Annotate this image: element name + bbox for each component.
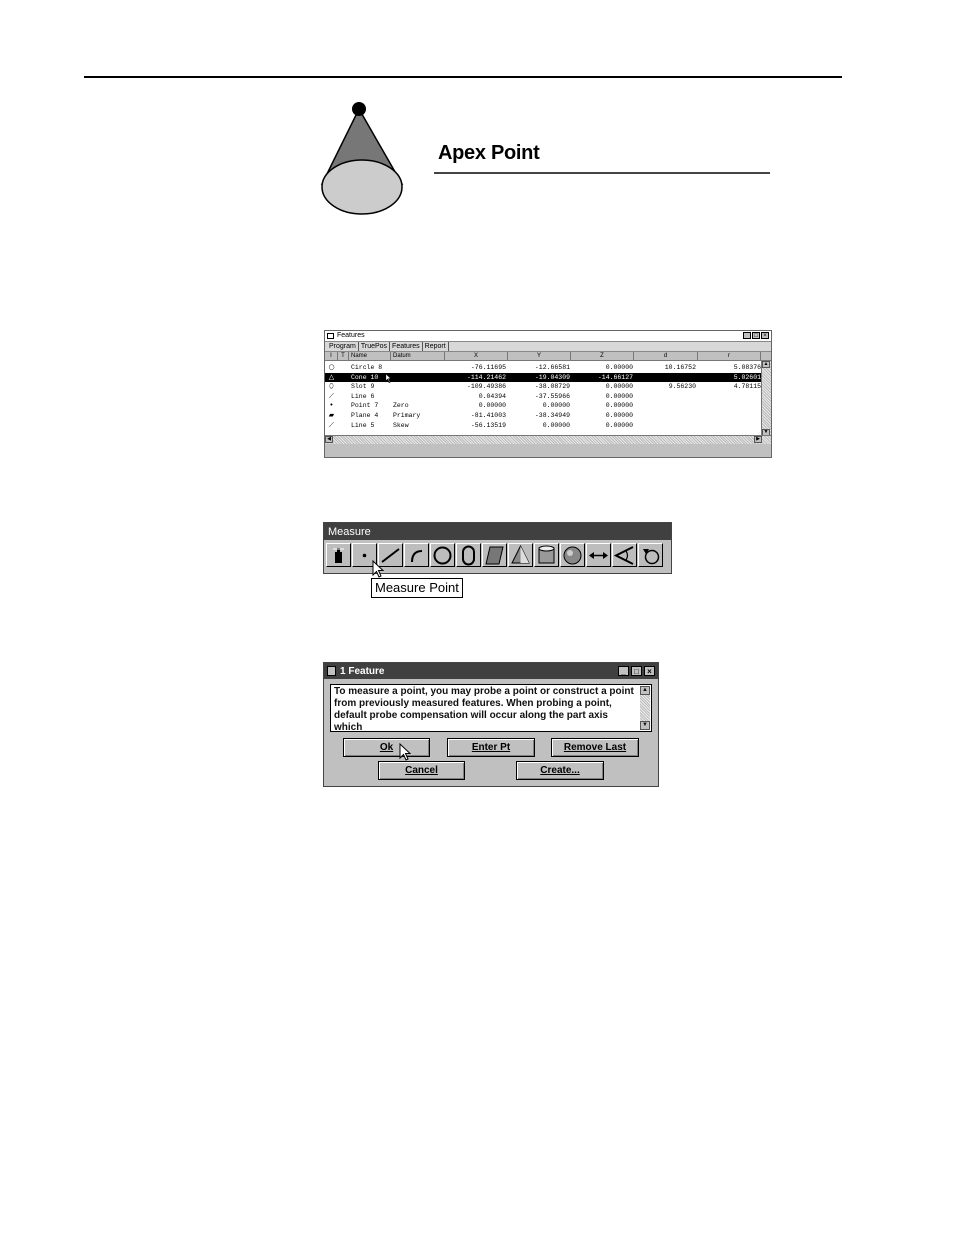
title-rule [434,172,770,174]
measure-arc-button[interactable] [404,543,429,567]
cell-x: -114.21462 [466,373,506,381]
measure-plane-button[interactable] [482,543,507,567]
measure-sphere-button[interactable] [560,543,585,567]
column-header-t[interactable]: T [338,352,349,360]
remove-last-button[interactable]: Remove Last [551,738,639,757]
table-row[interactable] [325,392,761,402]
column-header-x[interactable]: X [445,352,508,360]
scroll-left-arrow-icon[interactable]: ◀ [325,436,333,443]
cell-x: 0.04394 [478,392,506,400]
window-icon [327,333,334,339]
probe-tool-icon [328,545,349,566]
angle-icon [614,545,635,566]
create-button[interactable]: Create... [516,761,604,780]
message-scroll-up-icon[interactable]: ▲ [640,686,650,695]
vertical-scrollbar[interactable] [761,361,771,444]
message-line: default probe compensation will occur along the part axis which [334,710,608,732]
cancel-button[interactable]: Cancel [378,761,465,780]
minimize-button[interactable]: _ [743,332,751,339]
cell-r: 5.08376 [733,364,761,371]
table-row[interactable] [325,382,761,392]
instruction-message [330,684,652,732]
circle-icon [432,545,453,566]
column-header-i[interactable]: I [325,352,338,360]
column-header-d[interactable]: d [634,352,698,360]
mouse-pointer-icon [372,560,384,578]
cell-z: 0.00000 [605,402,633,410]
measure-cylinder-button[interactable] [534,543,559,567]
horizontal-scrollbar[interactable] [325,435,771,444]
feature-dialog-titlebar[interactable] [324,663,658,679]
measure-distance-button[interactable] [586,543,611,567]
measure-slot-button[interactable] [456,543,481,567]
cell-y: 0.00000 [542,421,570,429]
close-button[interactable]: × [761,332,769,339]
feature-dialog[interactable] [323,662,659,787]
table-row[interactable] [325,421,761,431]
cell-name: Circle 8 [351,364,383,371]
cell-r: 4.78115 [733,383,761,391]
ok-button[interactable]: Ok [343,738,430,757]
measure-point-tooltip: Measure Point [371,578,463,598]
arc-icon [406,545,427,566]
scroll-up-arrow-icon[interactable]: ▲ [763,361,769,367]
cell-y: -12.66581 [534,364,570,371]
column-header-r[interactable]: r [698,352,761,360]
mouse-pointer-icon [385,373,392,383]
column-header-name[interactable]: Name [349,352,391,360]
cell-z: 0.00000 [605,364,633,371]
scroll-right-arrow-icon[interactable]: ▶ [754,436,762,443]
dialog-window-icon [327,666,336,676]
message-scroll-down-icon[interactable]: ▼ [640,721,650,730]
cell-name: Plane 4 [351,412,379,419]
dialog-maximize-button[interactable]: □ [631,666,642,676]
features-window[interactable] [324,330,772,458]
cone-illustration-icon [318,100,408,218]
scroll-down-arrow-icon[interactable]: ▼ [763,429,769,435]
cell-y: 0.00000 [542,402,570,410]
cell-x: -109.49386 [466,383,506,391]
cell-datum: Zero [393,402,409,410]
line-icon: ⟋ [329,420,334,429]
cell-z: 0.00000 [605,392,633,400]
cell-y: -37.55966 [534,392,570,400]
undo-icon [640,545,661,566]
distance-icon [588,545,609,566]
cell-y: -38.34949 [534,412,570,419]
cell-z: -14.66127 [597,373,633,381]
undo-button[interactable] [638,543,663,567]
measure-toolbar-title[interactable]: Measure [324,523,671,540]
cone-icon [510,545,531,566]
cell-name: Point 7 [351,402,379,410]
tab-program[interactable]: Program [327,342,359,351]
circle-icon: ○ [328,363,335,371]
slot-icon [458,545,479,566]
measure-circle-button[interactable] [430,543,455,567]
table-row[interactable] [325,411,761,421]
cell-x: 0.00000 [478,402,506,410]
plane-icon [484,545,505,566]
section-title: Apex Point [438,142,540,164]
cell-z: 0.00000 [605,421,633,429]
message-scrollbar[interactable] [640,686,650,730]
message-line: To measure a point, you may probe a point or construct a point [334,686,634,697]
cell-name: Slot 9 [351,383,375,391]
cell-name: Cone 10 [351,373,379,381]
table-row[interactable] [325,363,761,373]
tab-truepos[interactable]: TruePos [359,342,390,351]
table-row[interactable] [325,401,761,411]
message-line: from previously measured features. When probing a point, [334,698,612,709]
cell-datum: Skew [393,421,409,429]
column-header-z[interactable]: Z [571,352,634,360]
cylinder-icon [536,545,557,566]
cell-z: 0.00000 [605,383,633,391]
cell-name: Line 6 [351,392,375,400]
cell-d: 9.56230 [668,383,696,391]
plane-icon: ▰ [328,411,335,419]
dialog-close-button[interactable]: × [644,666,655,676]
cell-y: -19.04309 [534,373,570,381]
tab-features[interactable]: Features [390,342,423,351]
feature-dialog-title: 1 Feature [340,666,385,677]
cell-y: -38.08729 [534,383,570,391]
probe-tool-button[interactable] [326,543,351,567]
features-column-header [325,352,771,361]
measure-angle-button[interactable] [612,543,637,567]
dialog-minimize-button[interactable]: _ [618,666,629,676]
cell-x: -76.11695 [470,364,506,371]
features-window-title: Features [337,332,365,339]
slot-icon: ⬯ [329,382,334,391]
cell-r: 5.02601 [733,373,761,381]
cell-d: 10.16752 [664,364,696,371]
features-tabs [325,342,771,352]
cell-datum: Primary [393,412,421,419]
maximize-button[interactable]: □ [752,332,760,339]
cell-z: 0.00000 [605,412,633,419]
top-rule [84,76,842,78]
point-icon: • [329,401,334,410]
sphere-icon [562,545,583,566]
cell-x: -56.13519 [470,421,506,429]
column-header-y[interactable]: Y [508,352,571,360]
cell-x: -81.41003 [470,412,506,419]
features-list[interactable] [325,361,771,444]
measure-cone-button[interactable] [508,543,533,567]
mouse-pointer-icon [399,743,411,761]
enter-pt-button[interactable]: Enter Pt [447,738,535,757]
line-icon: ⟋ [329,391,334,400]
column-header-datum[interactable]: Datum [391,352,445,360]
cone-icon: △ [328,372,335,381]
cell-name: Line 5 [351,421,375,429]
features-titlebar[interactable] [325,331,771,342]
tab-report[interactable]: Report [423,342,449,351]
